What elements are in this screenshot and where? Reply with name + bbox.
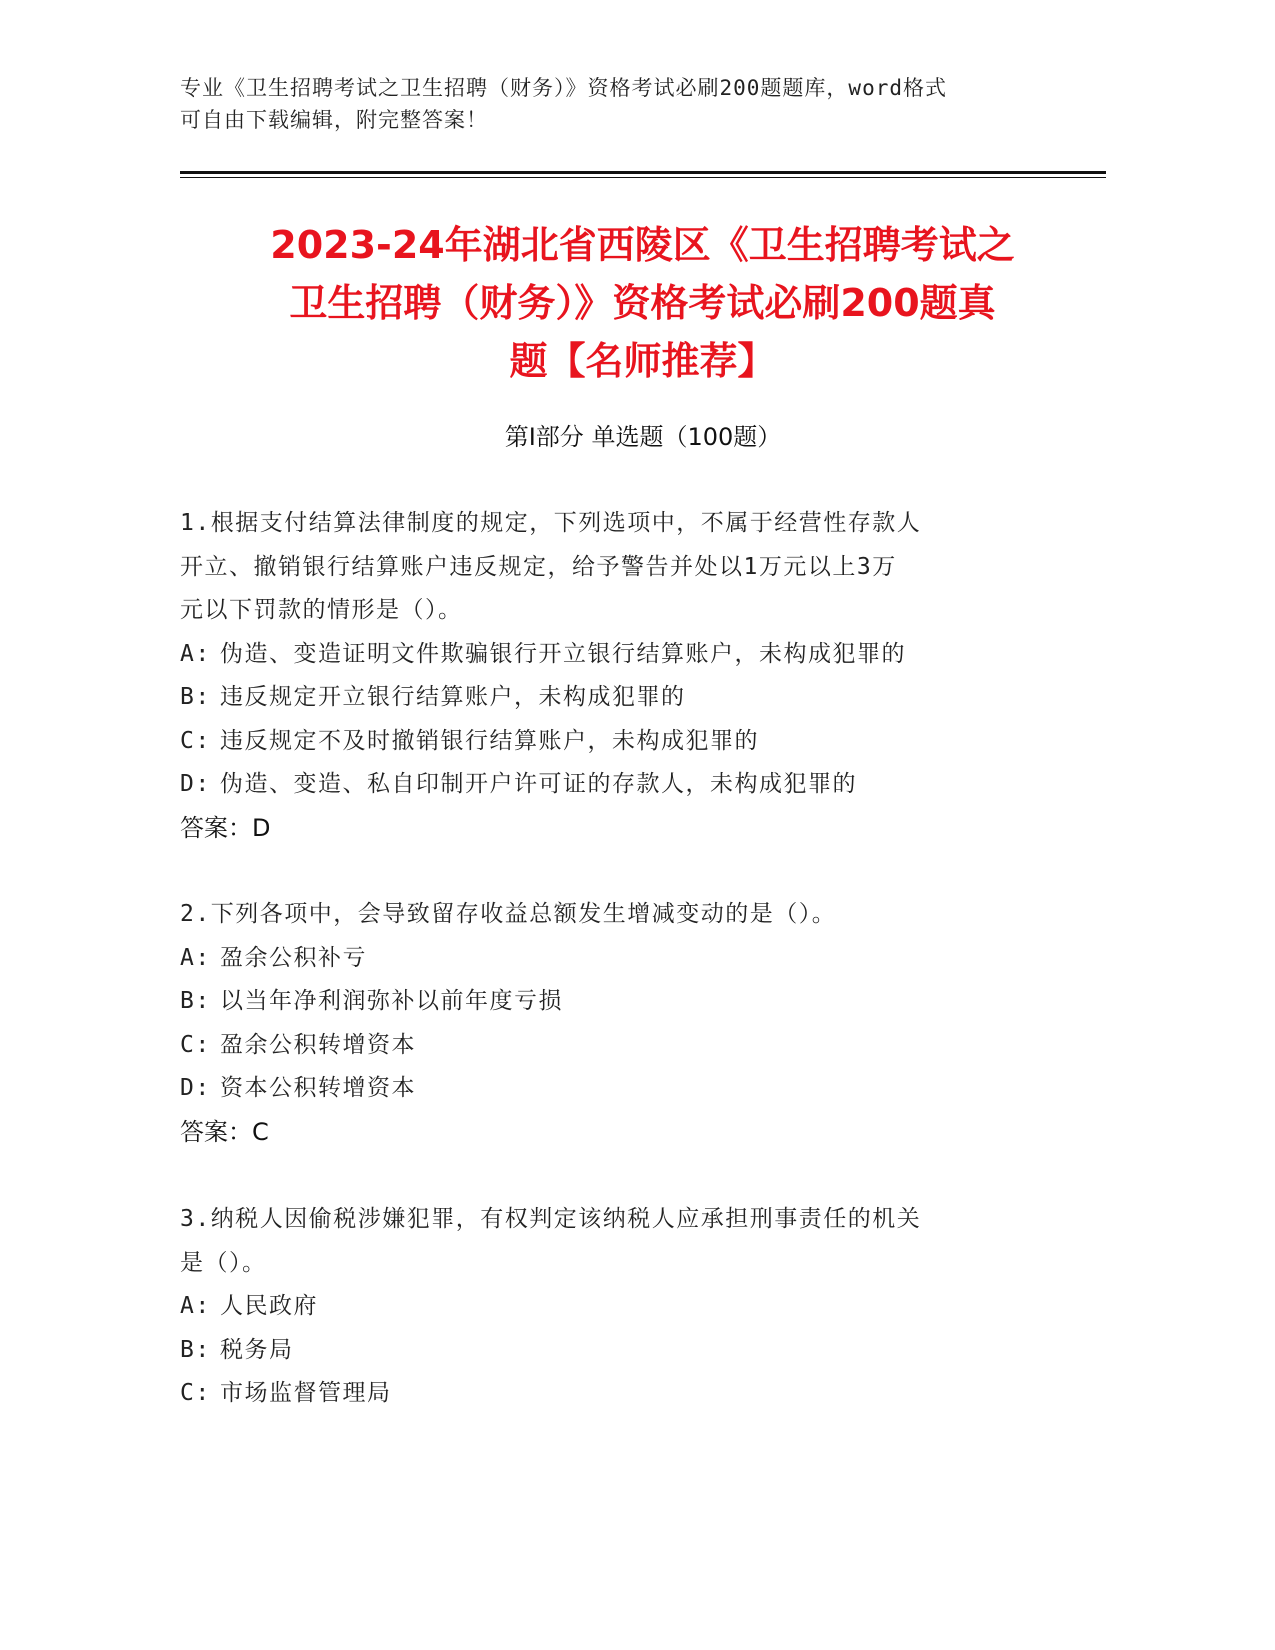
question-text: 元以下罚款的情形是（）。 xyxy=(180,597,463,623)
option-letter: C: xyxy=(180,1380,211,1406)
header-note xyxy=(180,72,1060,136)
title-line: 题【名师推荐】 xyxy=(509,339,776,383)
option-text: 违反规定不及时撤销银行结算账户，未构成犯罪的 xyxy=(220,727,759,754)
question-text: 开立、撤销银行结算账户违反规定，给予警告并处以1万元以上3万 xyxy=(180,553,897,580)
question-text: 2.下列各项中，会导致留存收益总额发生增减变动的是（）。 xyxy=(180,901,837,927)
option-b xyxy=(180,676,1030,720)
option-b xyxy=(180,980,1030,1024)
answer: 答案：D xyxy=(180,813,271,842)
option-a xyxy=(180,937,1030,981)
option-text: 资本公积转增资本 xyxy=(220,1075,416,1101)
header-rule-thick xyxy=(180,171,1106,174)
question-text: 1.根据支付结算法律制度的规定，下列选项中，不属于经营性存款人 xyxy=(180,510,922,536)
question-text: 是（）。 xyxy=(180,1249,267,1276)
question-3 xyxy=(180,1198,1030,1416)
option-d xyxy=(180,1067,1030,1111)
section-heading: 第Ⅰ部分 单选题（100题） xyxy=(504,423,782,451)
option-b xyxy=(180,1329,1030,1373)
option-c xyxy=(180,720,1030,764)
option-letter: D: xyxy=(180,771,211,797)
header-rule-thin xyxy=(180,177,1106,178)
option-text: 违反规定开立银行结算账户，未构成犯罪的 xyxy=(220,684,686,710)
option-text: 人民政府 xyxy=(220,1293,318,1319)
option-letter: D: xyxy=(180,1075,211,1101)
option-text: 盈余公积转增资本 xyxy=(220,1031,416,1058)
option-text: 税务局 xyxy=(220,1336,294,1363)
title-line: 卫生招聘（财务）》资格考试必刷200题真 xyxy=(289,281,996,325)
option-text: 以当年净利润弥补以前年度亏损 xyxy=(220,988,563,1014)
question-1 xyxy=(180,502,1030,850)
option-c xyxy=(180,1024,1030,1068)
option-text: 伪造、变造、私自印制开户许可证的存款人，未构成犯罪的 xyxy=(220,771,857,797)
question-2 xyxy=(180,893,1030,1154)
answer: 答案：C xyxy=(180,1117,269,1146)
title-line: 2023-24年湖北省西陵区《卫生招聘考试之 xyxy=(270,223,1015,267)
option-text: 市场监督管理局 xyxy=(220,1380,392,1406)
option-c xyxy=(180,1372,1030,1416)
document-title xyxy=(175,216,1110,390)
option-text: 伪造、变造证明文件欺骗银行开立银行结算账户，未构成犯罪的 xyxy=(220,640,906,667)
option-letter: C: xyxy=(180,727,211,754)
option-letter: C: xyxy=(180,1031,211,1058)
option-a xyxy=(180,1285,1030,1329)
question-text: 3.纳税人因偷税涉嫌犯罪，有权判定该纳税人应承担刑事责任的机关 xyxy=(180,1206,922,1232)
option-letter: B: xyxy=(180,988,211,1014)
option-d xyxy=(180,763,1030,807)
option-letter: A: xyxy=(180,1293,211,1319)
option-letter: A: xyxy=(180,944,211,971)
header-note-line: 专业《卫生招聘考试之卫生招聘（财务）》资格考试必刷200题题库，word格式 xyxy=(180,76,947,100)
option-text: 盈余公积补亏 xyxy=(220,944,367,971)
option-letter: A: xyxy=(180,640,211,667)
option-letter: B: xyxy=(180,684,211,710)
option-letter: B: xyxy=(180,1336,211,1363)
header-note-line: 可自由下载编辑，附完整答案！ xyxy=(180,108,488,132)
option-a xyxy=(180,633,1030,677)
